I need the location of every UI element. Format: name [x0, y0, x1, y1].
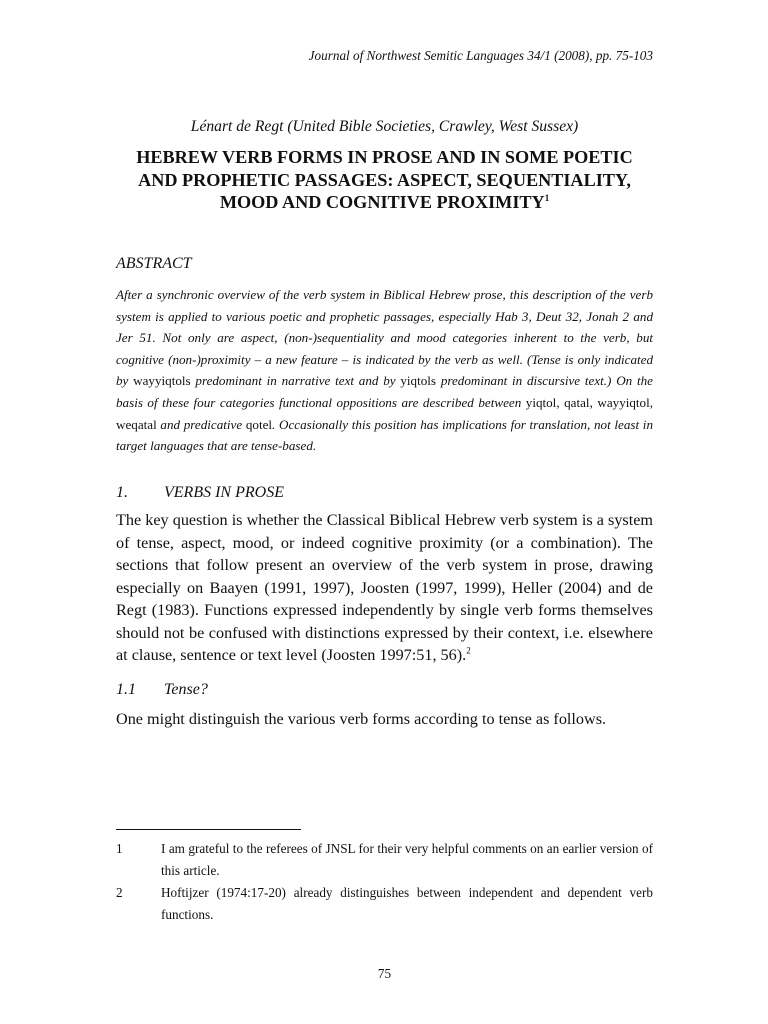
abstract-part: predominant in narrative text and by — [190, 373, 401, 389]
footnote-number: 2 — [116, 885, 123, 900]
term-qatal: qatal — [564, 394, 590, 410]
abstract-comma: , — [589, 394, 598, 410]
footnote-text: I am grateful to the referees of JNSL for their very helpful comments on an earlier version of this article. — [161, 841, 653, 878]
abstract-part: . Occasionally this position has implications for translation, not least in target languages that are tense-based. — [116, 416, 653, 454]
running-head: Journal of Northwest Semitic Languages 34/1 (2008), pp. 75-103 — [308, 48, 653, 63]
article-title — [116, 146, 653, 214]
term-weqatal: weqatal — [116, 416, 157, 432]
term-qotel: qotel — [245, 416, 273, 432]
page-number: 75 — [377, 966, 392, 981]
term-yiqtol: yiqtol — [525, 394, 557, 410]
footnote-marker-2[interactable]: 2 — [466, 645, 471, 656]
term-yiqtols: yiqtols — [400, 373, 437, 389]
abstract-comma: , — [649, 394, 654, 410]
footnote-2 — [116, 882, 653, 925]
section-heading-1-1 — [116, 681, 208, 699]
section-number: 1. — [116, 484, 128, 501]
abstract-heading: ABSTRACT — [116, 255, 192, 272]
footnote-1 — [116, 838, 653, 881]
section-title: Tense? — [164, 681, 208, 698]
section-number: 1.1 — [116, 681, 136, 698]
term-wayyiqtol: wayyiqtol — [597, 394, 650, 410]
abstract-text — [116, 284, 653, 457]
abstract-comma: , — [556, 394, 565, 410]
paragraph-text: The key question is whether the Classical Biblical Hebrew verb system is a system of tense, aspect, mood, or indeed cognitive proximity (or a combination). The sections that follow present an overview of the verb system in prose, drawing especially on Baayen (1991, 1997), Joosten (1997, 1999), Heller (2004) and de Regt (1983). Functions expressed independently by single verb forms themselves should not be confused with distinctions expressed by their context, i.e. elsewhere at clause, sentence or text level (Joosten 1997:51, 56). — [116, 511, 653, 664]
abstract-part: predominant in discursive text.) On the basis of these four categories functional oppositions are described between — [116, 373, 653, 410]
section-1-body — [116, 509, 653, 667]
section-heading-1 — [116, 484, 284, 502]
title-text: HEBREW VERB FORMS IN PROSE AND IN SOME POETIC AND PROPHETIC PASSAGES: ASPECT, SEQUENTIALITY, MOOD AND COGNITIVE PROXIMITY — [136, 147, 633, 213]
section-1-1-body: One might distinguish the various verb forms according to tense as follows. — [116, 710, 607, 728]
footnote-separator — [116, 829, 301, 830]
abstract-part: After a synchronic overview of the verb system in Biblical Hebrew prose, this description of the verb system is applied to various poetic and prophetic passages, especially Hab 3, Deut 32, Jonah 2 and Jer 51. Not only are aspect, (non-)sequentiality and mood categories inherent to the verb, but cognitive (non-)proximity – a new feature – is indicated by the verb as well. (Tense is only indicated by — [116, 287, 653, 389]
section-title: VERBS IN PROSE — [164, 484, 284, 501]
term-wayyiqtols: wayyiqtols — [133, 373, 191, 389]
abstract-part: and predicative — [156, 416, 246, 432]
footnote-number: 1 — [116, 841, 123, 856]
footnote-text: Hoftijzer (1974:17-20) already distinguishes between independent and dependent verb functions. — [161, 885, 653, 922]
title-footnote-marker[interactable]: 1 — [544, 193, 550, 204]
author-line: Lénart de Regt (United Bible Societies, Crawley, West Sussex) — [190, 118, 579, 135]
